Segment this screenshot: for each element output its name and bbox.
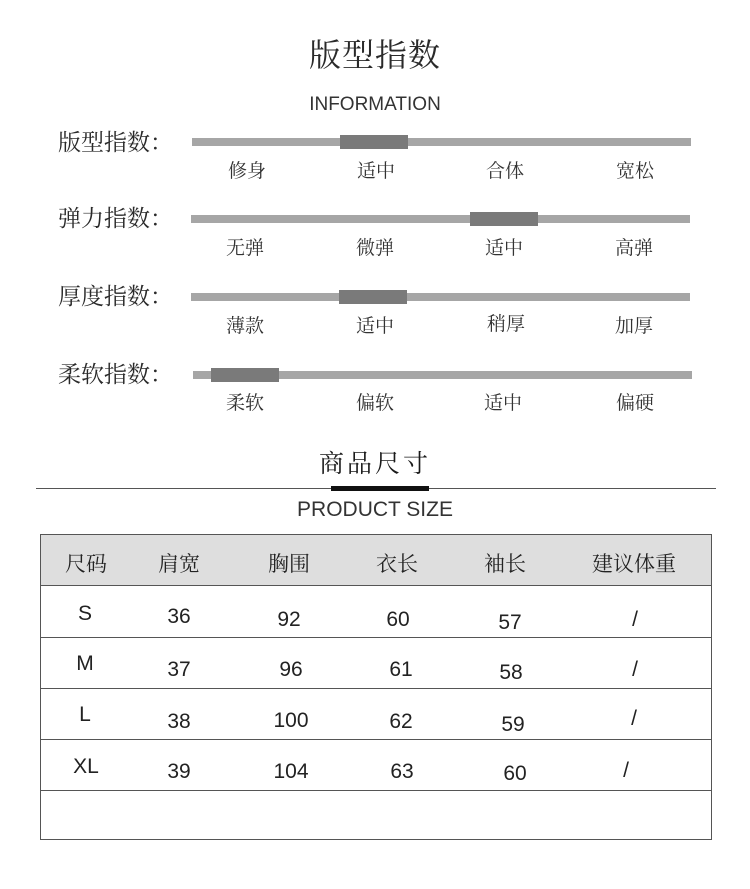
table-cell: 57 — [498, 611, 522, 634]
index-label: 弹力指数： — [58, 206, 173, 232]
table-cell: 92 — [277, 608, 301, 631]
table-header-cell: 衣长 — [376, 552, 418, 576]
table-header-cell: 建议体重 — [592, 552, 676, 576]
table-cell: 96 — [279, 658, 303, 681]
index-marker — [211, 368, 279, 382]
table-cell: 38 — [167, 710, 191, 733]
index-option: 偏软 — [355, 392, 394, 414]
index-option: 高弹 — [614, 237, 653, 259]
table-cell: 58 — [499, 661, 523, 684]
index-row-softness — [0, 360, 750, 430]
table-row — [41, 688, 711, 740]
table-header-cell: 胸围 — [268, 552, 310, 576]
title-underline — [331, 486, 429, 491]
index-option: 适中 — [483, 392, 522, 414]
index-track — [191, 215, 690, 223]
table-header-cell: 肩宽 — [158, 552, 200, 576]
index-option: 宽松 — [615, 160, 654, 182]
page-subtitle: INFORMATION — [309, 94, 441, 115]
table-cell: 60 — [386, 608, 410, 631]
size-section-title: 商品尺寸 — [318, 449, 431, 478]
table-cell: / — [631, 707, 637, 730]
index-marker — [470, 212, 538, 226]
index-option: 薄款 — [225, 315, 264, 337]
index-option: 无弹 — [225, 237, 264, 259]
table-cell: S — [77, 602, 92, 625]
table-cell: 61 — [389, 658, 413, 681]
table-cell: / — [632, 658, 638, 681]
table-cell: 59 — [501, 713, 525, 736]
index-option: 适中 — [484, 237, 523, 259]
index-option: 加厚 — [614, 315, 653, 337]
index-option: 适中 — [356, 160, 395, 182]
table-header-cell: 袖长 — [484, 552, 526, 576]
size-table — [40, 534, 712, 840]
index-option: 柔软 — [225, 392, 264, 414]
index-option: 稍厚 — [486, 313, 525, 335]
index-option: 合体 — [485, 160, 524, 182]
table-cell: M — [76, 652, 94, 675]
table-cell: 37 — [167, 658, 191, 681]
index-row-fit — [0, 128, 750, 198]
size-section-subtitle: PRODUCT SIZE — [297, 498, 453, 521]
table-cell: L — [79, 703, 91, 726]
index-option: 微弹 — [355, 237, 394, 259]
table-cell: 39 — [167, 760, 191, 783]
table-cell: 63 — [390, 760, 414, 783]
table-cell: 36 — [167, 605, 191, 628]
table-cell: 60 — [503, 762, 527, 785]
index-row-thickness — [0, 282, 750, 352]
table-cell: 62 — [389, 710, 413, 733]
index-option: 偏硬 — [615, 392, 654, 414]
table-cell: XL — [73, 755, 99, 778]
table-row — [41, 586, 711, 638]
index-option: 修身 — [227, 160, 266, 182]
table-header-row — [41, 535, 711, 586]
index-label: 柔软指数： — [58, 362, 173, 388]
page-title: 版型指数 — [308, 36, 441, 74]
table-cell: 100 — [273, 709, 309, 732]
index-track — [192, 138, 691, 146]
index-option: 适中 — [355, 315, 394, 337]
table-cell: 104 — [273, 760, 309, 783]
index-track — [191, 293, 690, 301]
table-row-empty — [41, 790, 711, 839]
table-cell: / — [623, 759, 629, 782]
table-header-cell: 尺码 — [65, 552, 107, 576]
table-row — [41, 637, 711, 689]
index-label: 厚度指数： — [58, 284, 173, 310]
index-row-elasticity — [0, 204, 750, 274]
index-marker — [340, 135, 408, 149]
table-row — [41, 739, 711, 791]
index-marker — [339, 290, 407, 304]
table-cell: / — [632, 608, 638, 631]
index-label: 版型指数： — [58, 130, 173, 156]
